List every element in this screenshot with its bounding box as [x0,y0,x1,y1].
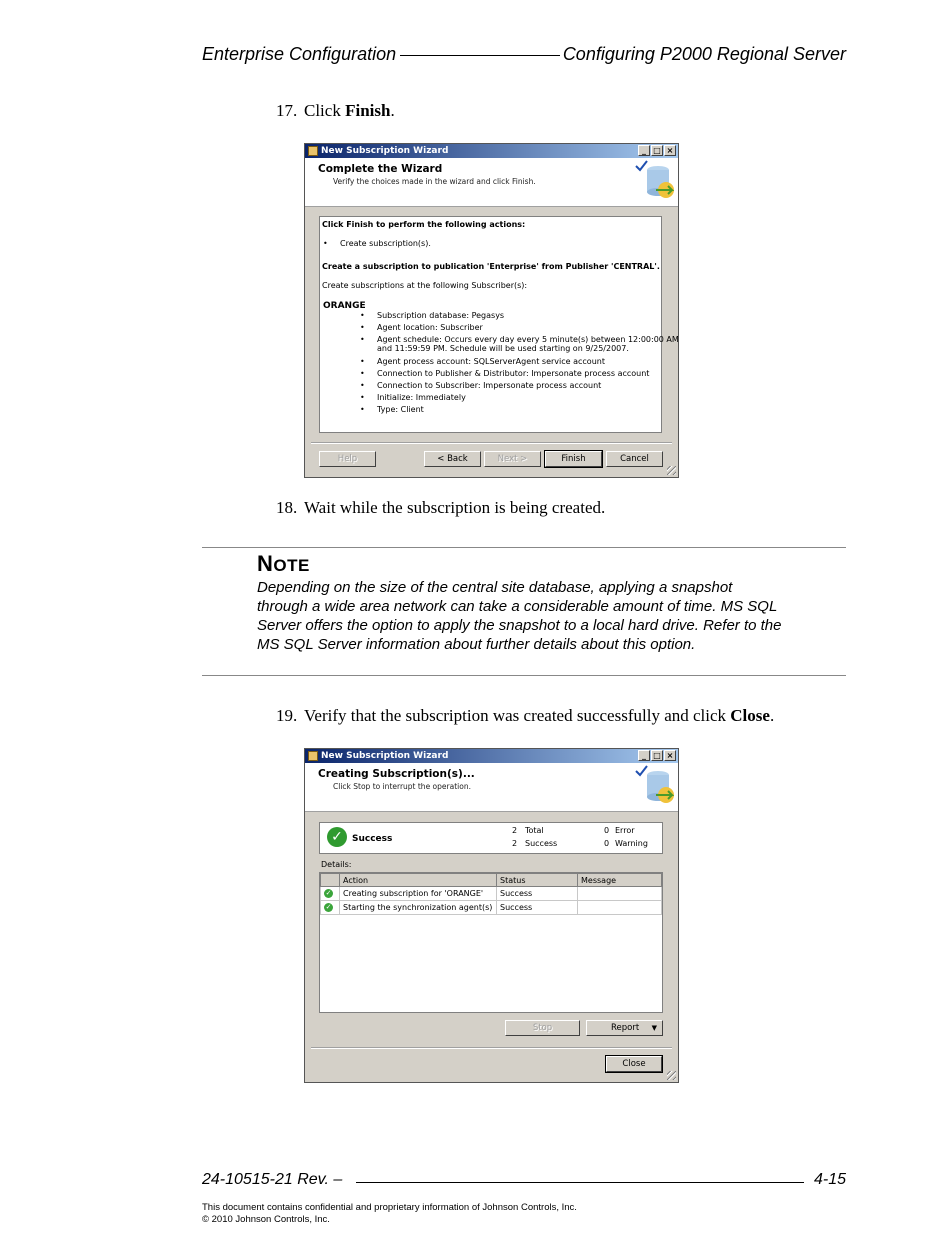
step-19: 19. Verify that the subscription was created successfully and click Close. [276,706,775,725]
note-top-rule [202,547,846,548]
details-table[interactable] [319,872,663,1013]
app-icon [308,751,318,761]
note-title: NOTE [257,551,310,576]
window-titlebar: New Subscription Wizard _ □ × [305,144,678,158]
success-check-icon: ✓ [325,903,332,911]
table-row[interactable]: ✓ Starting the synchronization agent(s) Success [321,901,662,915]
status-label: Success [352,834,393,844]
maximize-button[interactable]: □ [651,750,663,761]
finish-button[interactable]: Finish [545,451,602,467]
close-window-button[interactable]: × [664,145,676,156]
report-button[interactable]: Report ▼ [586,1020,663,1036]
wizard-subheading: Verify the choices made in the wizard and click Finish. [333,177,536,186]
close-window-button[interactable]: × [664,750,676,761]
header-rule [400,55,560,56]
header-left: Enterprise Configuration [202,44,397,64]
button-separator [311,1047,672,1049]
note-bottom-rule [202,675,846,676]
column-message[interactable]: Message [578,874,662,887]
column-action[interactable]: Action [340,874,497,887]
new-subscription-wizard-complete [304,143,679,478]
status-summary: ✓ Success 2 Total 2 Success 0 Error 0 Warning [319,822,663,854]
stop-button[interactable]: Stop [505,1020,580,1036]
details-label: Details: [321,860,352,869]
chevron-down-icon: ▼ [651,1024,657,1032]
wizard-subheading: Click Stop to interrupt the operation. [333,782,471,791]
footer-rule [356,1182,804,1183]
minimize-button[interactable]: _ [638,145,650,156]
page-number: 4-15 [813,1171,846,1188]
success-check-icon: ✓ [327,827,347,847]
help-button[interactable]: Help [319,451,376,467]
window-titlebar: New Subscription Wizard _ □ × [305,749,678,763]
column-status[interactable]: Status [497,874,578,887]
close-button[interactable]: Close [606,1056,662,1072]
header-right: Configuring P2000 Regional Server [562,44,846,64]
wizard-cylinder-icon [634,765,674,807]
wizard-header [305,763,678,812]
wizard-heading: Complete the Wizard [318,163,443,175]
summary-panel[interactable]: Click Finish to perform the following actions: • Create subscription(s). Create a subscription to publication 'Enterprise' from Publisher 'CENTRAL'. Create subscriptions at the following Subscriber(s): ORANGE • Subscription database: Pegasys • Agent location: Subscriber • Agent schedule: Occurs every day every 5 minute(s) between 12:00:00 AM and 11:59:59 PM. Schedule will be used starting on 9/25/2007. • Agent process account: SQLServerAgent service account • Connection to Publisher & Distributor: Impersonate process account • Connection to Subscriber: Impersonate process account • Initialize: Immediately • Type: Client [319,216,662,433]
new-subscription-wizard-creating [304,748,679,1083]
wizard-header [305,158,678,207]
table-row[interactable]: ✓ Creating subscription for 'ORANGE' Success [321,887,662,901]
minimize-button[interactable]: _ [638,750,650,761]
page-header [202,44,846,66]
next-button[interactable]: Next > [484,451,541,467]
doc-number: 24-10515-21 Rev. – [202,1171,343,1188]
step-17: 17. Click Finish. [276,101,395,120]
cancel-button[interactable]: Cancel [606,451,663,467]
button-separator [311,442,672,444]
app-icon [308,146,318,156]
success-check-icon: ✓ [325,889,332,897]
wizard-heading: Creating Subscription(s)... [318,768,475,780]
resize-grip[interactable] [667,1071,676,1080]
note-body: Depending on the size of the central site database, applying a snapshot through a wide area network can take a considerable amount of time. MS SQL Server offers the option to apply the snapshot to a local hard drive. Refer to the MS SQL Server information about further details about this option. [257,579,782,653]
wizard-cylinder-icon [634,160,674,202]
resize-grip[interactable] [667,466,676,475]
step-18: 18. Wait while the subscription is being created. [276,498,606,517]
page-footer [202,1171,846,1193]
maximize-button[interactable]: □ [651,145,663,156]
back-button[interactable]: < Back [424,451,481,467]
legal-notice: This document contains confidential and proprietary information of Johnson Controls, Inc. © 2010 Johnson Controls, Inc. [202,1202,577,1225]
